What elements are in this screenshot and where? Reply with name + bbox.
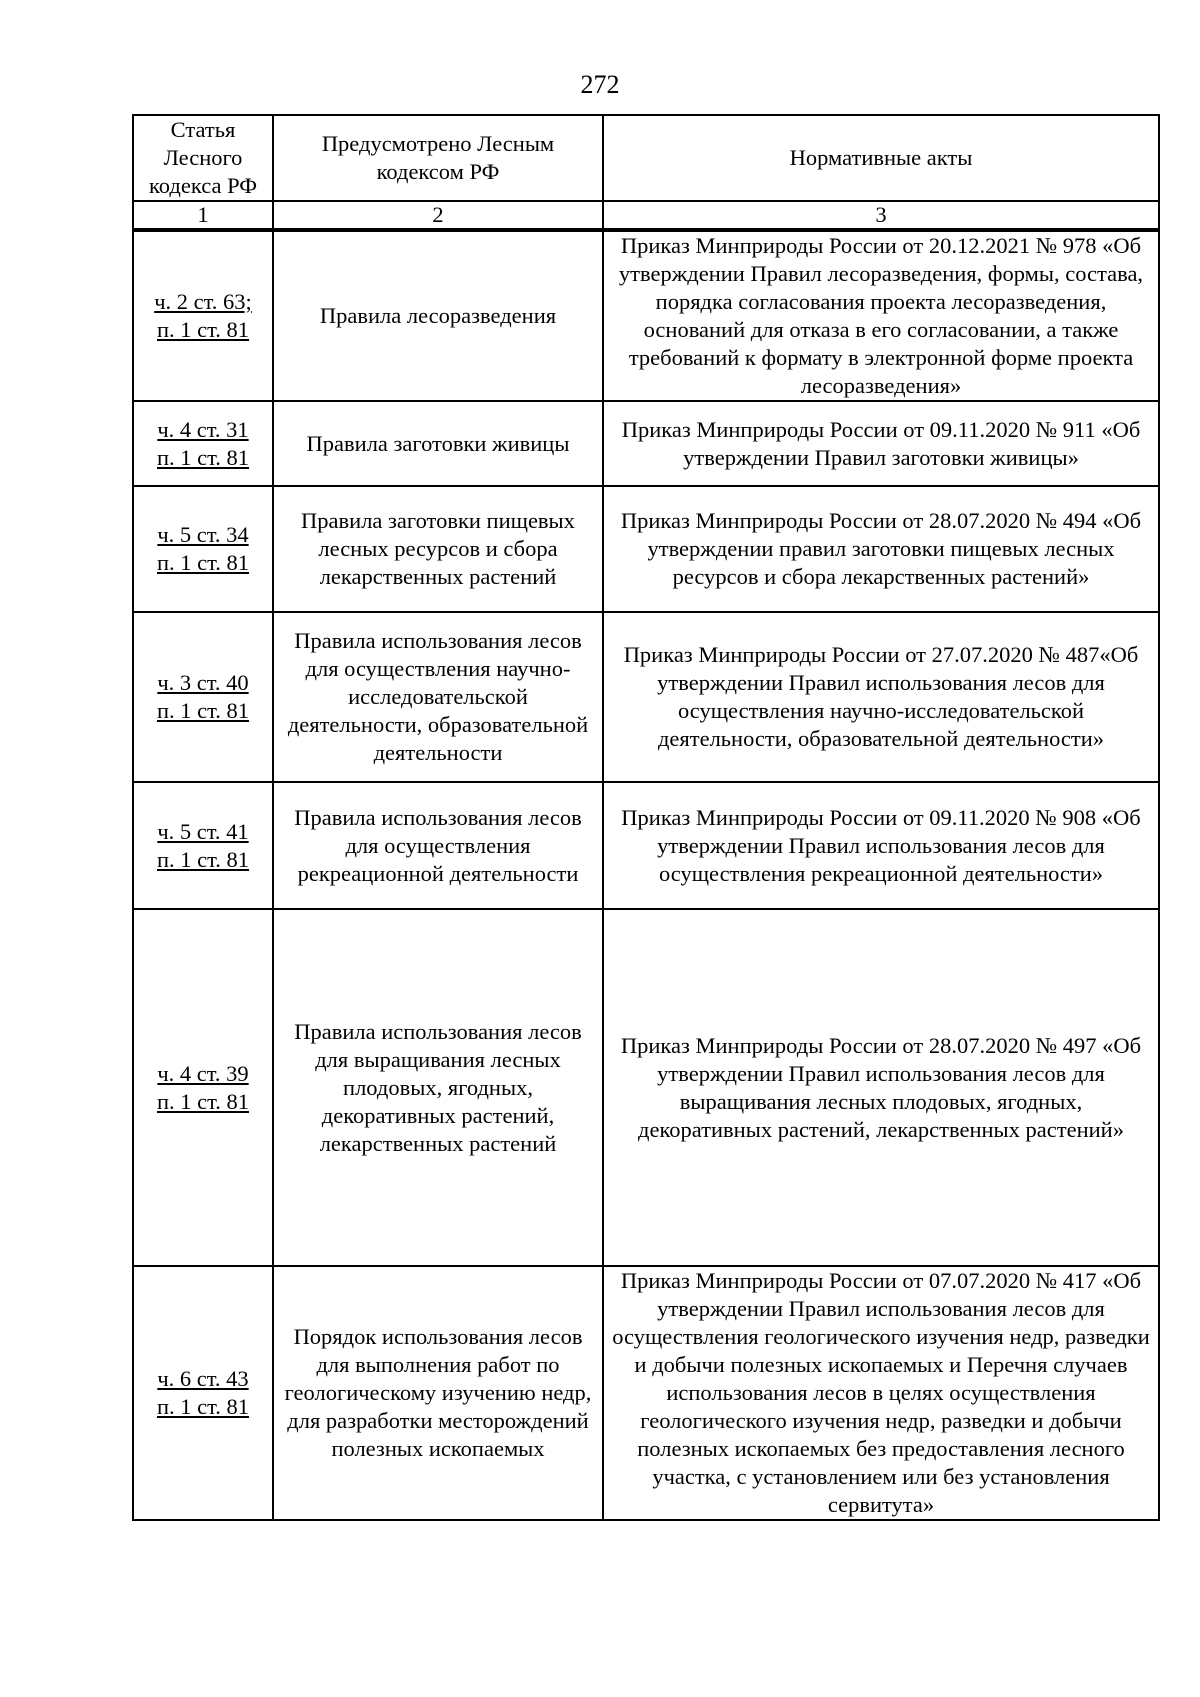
table-row (133, 909, 1159, 1266)
header-provision: Предусмотрено Лесным кодексом РФ (273, 115, 603, 201)
header-acts: Нормативные акты (603, 115, 1159, 201)
table-row (133, 230, 1159, 401)
provision-cell: Правила использования лесов для осуществления рекреационной деятельности (273, 782, 603, 909)
provision-cell: Правила использования лесов для выращивания лесных плодовых, ягодных, декоративных растений, лекарственных растений (273, 909, 603, 1266)
column-number: 3 (603, 201, 1159, 230)
header-article: Статья Лесного кодекса РФ (133, 115, 273, 201)
act-cell: Приказ Минприроды России от 28.07.2020 № 494 «Об утверждении правил заготовки пищевых лесных ресурсов и сбора лекарственных растений» (603, 486, 1159, 612)
article-ref-link[interactable]: п. 1 ст. 81 (156, 550, 250, 575)
act-cell: Приказ Минприроды России от 09.11.2020 № 911 «Об утверждении Правил заготовки живицы» (603, 401, 1159, 486)
article-ref-cell (133, 486, 273, 612)
article-ref-link[interactable]: ч. 5 ст. 34 (157, 522, 249, 547)
act-cell: Приказ Минприроды России от 07.07.2020 № 417 «Об утверждении Правил использования лесов для осуществления геологического изучения недр, разведки и добычи полезных ископаемых и Перечня случаев использования лесов в целях осуществления геологического изучения недр, разведки и добычи полезных ископаемых без предоставления лесного участка, с установлением или без установления сервитута» (603, 1266, 1159, 1520)
act-cell: Приказ Минприроды России от 27.07.2020 № 487«Об утверждении Правил использования лесов для осуществления научно-исследовательской деятельности, образовательной деятельности» (603, 612, 1159, 782)
article-ref-link[interactable]: ч. 2 ст. 63; (154, 289, 252, 314)
article-ref-cell (133, 1266, 273, 1520)
article-ref-link[interactable]: ч. 4 ст. 31 (157, 416, 249, 442)
article-ref-link[interactable]: ч. 6 ст. 43 (157, 1366, 249, 1391)
table-row (133, 1266, 1159, 1520)
article-ref-link[interactable]: п. 1 ст. 81 (156, 317, 250, 342)
article-ref-cell (133, 401, 273, 486)
table-row (133, 486, 1159, 612)
article-ref-link[interactable]: ч. 5 ст. 41 (157, 818, 249, 844)
article-ref-link[interactable]: п. 1 ст. 81 (156, 846, 250, 872)
column-number: 2 (273, 201, 603, 230)
table-row (133, 782, 1159, 909)
provision-cell: Порядок использования лесов для выполнения работ по геологическому изучению недр, для разработки месторождений полезных ископаемых (273, 1266, 603, 1520)
article-ref-cell (133, 782, 273, 909)
article-ref-link[interactable]: ч. 4 ст. 39 (157, 1060, 249, 1086)
table-header-row (133, 115, 1159, 201)
article-ref-link[interactable]: п. 1 ст. 81 (156, 444, 250, 470)
act-cell: Приказ Минприроды России от 09.11.2020 № 908 «Об утверждении Правил использования лесов для осуществления рекреационной деятельности» (603, 782, 1159, 909)
provision-cell: Правила заготовки пищевых лесных ресурсов и сбора лекарственных растений (273, 486, 603, 612)
provision-cell: Правила использования лесов для осуществления научно-исследовательской деятельности, образовательной деятельности (273, 612, 603, 782)
article-ref-link[interactable]: п. 1 ст. 81 (156, 698, 250, 723)
provision-cell: Правила заготовки живицы (273, 401, 603, 486)
table-row (133, 401, 1159, 486)
page-number: 272 (580, 70, 620, 99)
article-ref-link[interactable]: п. 1 ст. 81 (156, 1394, 250, 1419)
article-ref-cell (133, 909, 273, 1266)
column-number-row (133, 201, 1159, 230)
act-cell: Приказ Минприроды России от 28.07.2020 № 497 «Об утверждении Правил использования лесов для выращивания лесных плодовых, ягодных, декоративных растений, лекарственных растений» (603, 909, 1159, 1266)
article-ref-cell (133, 612, 273, 782)
table-row (133, 612, 1159, 782)
provision-cell: Правила лесоразведения (273, 230, 603, 401)
article-ref-link[interactable]: ч. 3 ст. 40 (157, 670, 249, 695)
act-cell: Приказ Минприроды России от 20.12.2021 № 978 «Об утверждении Правил лесоразведения, формы, состава, порядка согласования проекта лесоразведения, оснований для отказа в его согласовании, а также требований к формату в электронной форме проекта лесоразведения» (603, 230, 1159, 401)
article-ref-cell (133, 230, 273, 401)
normative-acts-table (132, 114, 1160, 1521)
article-ref-link[interactable]: п. 1 ст. 81 (156, 1088, 250, 1114)
column-number: 1 (133, 201, 273, 230)
